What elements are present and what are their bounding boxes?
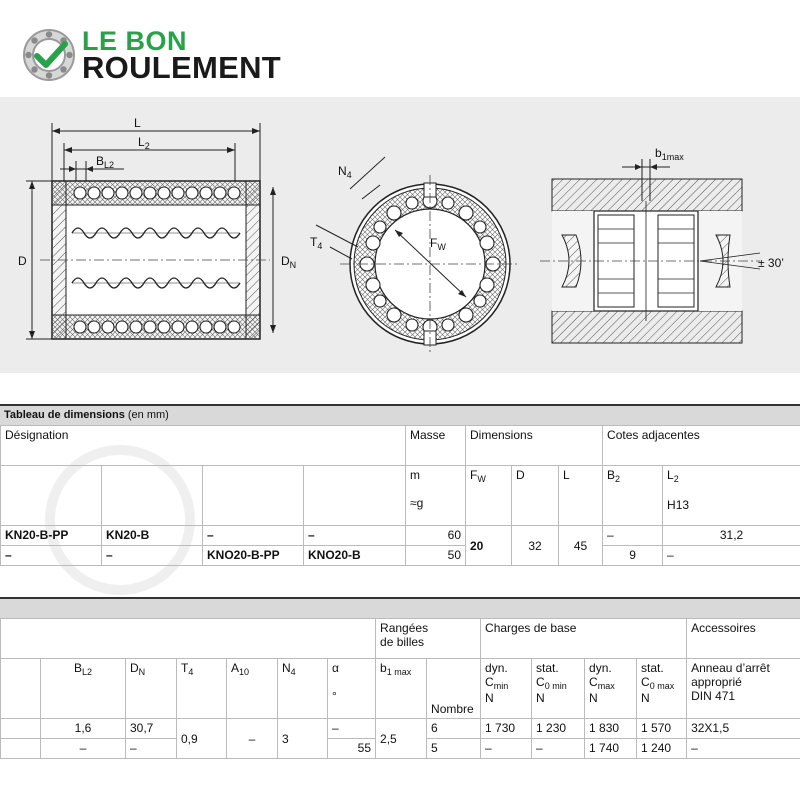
- header-empty: [304, 466, 406, 526]
- cell-masse: 50: [406, 546, 466, 566]
- svg-text:N4: [338, 164, 352, 180]
- header-acc-line1: Anneau d’arrêt: [691, 661, 770, 675]
- cell-designation: –: [1, 546, 102, 566]
- header-c0min: [532, 659, 585, 719]
- header-m: m: [410, 468, 420, 482]
- dim-label-b1max-sub: 1max: [661, 152, 684, 162]
- dim-label-T4: T: [310, 235, 318, 249]
- dimension-table: [0, 425, 800, 566]
- cell-fw: 20: [466, 526, 512, 566]
- header-cmin-main: C: [485, 675, 494, 689]
- cell-l2: 31,2: [663, 526, 800, 546]
- header-deg: °: [332, 689, 337, 703]
- header-fw-main: F: [470, 468, 478, 482]
- cell-alpha: –: [328, 719, 376, 739]
- header-c0max-sub: 0 max: [649, 681, 675, 691]
- dim-label-N4: N: [338, 164, 347, 178]
- logo-text-roulement: ROULEMENT: [82, 50, 282, 85]
- cell-designation: –: [304, 526, 406, 546]
- technical-drawing: [0, 97, 800, 373]
- header-t4-sub: 4: [188, 667, 194, 677]
- header-h13: H13: [667, 498, 690, 512]
- dim-label-L2-sub: 2: [144, 141, 150, 151]
- cell-bl2: 1,6: [41, 719, 126, 739]
- table-title-unit: (en mm): [124, 409, 169, 421]
- cell-accessory: –: [687, 739, 800, 759]
- cell-cmin: 1 730: [481, 719, 532, 739]
- header-alpha-main: α: [332, 661, 339, 675]
- cell-masse: 60: [406, 526, 466, 546]
- header-a10-main: A: [231, 661, 240, 675]
- header-b1: [376, 659, 427, 719]
- cell-empty: [1, 739, 41, 759]
- header-l2: [663, 466, 800, 526]
- header-t4: [177, 659, 227, 719]
- bushing-mounted-view: [540, 146, 784, 343]
- header-l2-main: L: [667, 468, 674, 482]
- header-a10: [227, 659, 278, 719]
- header-mass-unit: [406, 466, 466, 526]
- header-fw-sub: W: [477, 474, 486, 484]
- cell-designation: KN20-B-PP: [1, 526, 102, 546]
- logo-text-le-bon: LE BON: [82, 26, 188, 56]
- dim-label-b1max: b: [655, 146, 662, 160]
- table-row: [1, 719, 800, 739]
- header-rangees: [376, 619, 481, 659]
- dimension-table-title: [0, 404, 800, 425]
- cell-c0min: –: [532, 739, 585, 759]
- dim-label-FW: F: [430, 236, 438, 250]
- header-c0min-main: C: [536, 675, 545, 689]
- header-dyn: dyn.: [589, 661, 612, 675]
- dim-label-L2: L: [138, 135, 145, 149]
- header-cmax-main: C: [589, 675, 598, 689]
- header-d: D: [512, 466, 559, 526]
- dim-label-N4-sub: 4: [346, 170, 352, 180]
- dim-label-BL2: B: [96, 154, 105, 168]
- header-empty: [1, 619, 376, 659]
- header-cmin: [481, 659, 532, 719]
- header-unit-n: N: [485, 691, 494, 705]
- dim-label-DN-sub: N: [289, 260, 297, 270]
- svg-text:b1max: [655, 146, 684, 162]
- cell-d: 32: [512, 526, 559, 566]
- header-rangees-line1: Rangées: [380, 621, 429, 635]
- cell-nombre: 6: [427, 719, 481, 739]
- header-g: ≈g: [410, 496, 424, 510]
- header-b2-sub: 2: [615, 474, 621, 484]
- svg-text:T4: [310, 235, 322, 251]
- logo-bearing-check-icon: [22, 28, 76, 82]
- header-empty: [102, 466, 203, 526]
- header-nombre: Nombre: [427, 659, 481, 719]
- cell-designation: –: [102, 546, 203, 566]
- header-masse: Masse: [406, 426, 466, 466]
- cell-c0max: 1 240: [637, 739, 687, 759]
- technical-drawing-svg: [0, 97, 800, 373]
- header-l: L: [559, 466, 603, 526]
- dim-label-angle: ± 30’: [758, 256, 784, 270]
- cell-c0min: 1 230: [532, 719, 585, 739]
- dim-label-L: L: [134, 116, 141, 130]
- cell-n4: 3: [278, 719, 328, 759]
- cell-cmax: 1 830: [585, 719, 637, 739]
- cell-designation: KNO20-B: [304, 546, 406, 566]
- header-unit-n: N: [641, 691, 650, 705]
- svg-text:L2: [138, 135, 150, 151]
- header-empty: [203, 466, 304, 526]
- table-title-bold: Tableau de dimensions: [4, 409, 125, 421]
- bushing-front-view: [310, 157, 520, 353]
- dim-label-D: D: [18, 254, 27, 268]
- bushing-section-view: [18, 116, 296, 339]
- header-accessoires: Accessoires: [687, 619, 800, 659]
- header-n4: [278, 659, 328, 719]
- cell-empty: [1, 719, 41, 739]
- header-n4-main: N: [282, 661, 291, 675]
- svg-text:BL2: [96, 154, 114, 170]
- header-c0max: [637, 659, 687, 719]
- section-divider-bar: [0, 597, 800, 618]
- header-rangees-line2: de billes: [380, 635, 425, 649]
- cell-designation: KNO20-B-PP: [203, 546, 304, 566]
- dim-label-DN: D: [281, 254, 290, 268]
- header-stat: stat.: [641, 661, 664, 675]
- header-bl2: [41, 659, 126, 719]
- cell-t4: 0,9: [177, 719, 227, 759]
- cell-alpha: 55: [328, 739, 376, 759]
- cell-l2: –: [663, 546, 800, 566]
- header-cotes-adjacentes: Cotes adjacentes: [603, 426, 800, 466]
- cell-a10: –: [227, 719, 278, 759]
- header-acc-line3: DIN 471: [691, 689, 736, 703]
- characteristics-table: [0, 618, 800, 759]
- header-b1-main: b: [380, 661, 387, 675]
- table-row: [1, 526, 800, 546]
- cell-dn: 30,7: [126, 719, 177, 739]
- header-dyn: dyn.: [485, 661, 508, 675]
- cell-b2: –: [603, 526, 663, 546]
- header-stat: stat.: [536, 661, 559, 675]
- header-alpha: [328, 659, 376, 719]
- header-cmax: [585, 659, 637, 719]
- header-c0min-sub: 0 min: [544, 681, 567, 691]
- header-t4-main: T: [181, 661, 189, 675]
- cell-dn: –: [126, 739, 177, 759]
- header-dn-main: D: [130, 661, 139, 675]
- header-designation: Désignation: [1, 426, 406, 466]
- header-dn: [126, 659, 177, 719]
- header-empty: [1, 466, 102, 526]
- cell-cmin: –: [481, 739, 532, 759]
- cell-cmax: 1 740: [585, 739, 637, 759]
- header-dimensions: Dimensions: [466, 426, 603, 466]
- header-acc-line2: approprié: [691, 675, 742, 689]
- cell-designation: –: [203, 526, 304, 546]
- header-a10-sub: 10: [239, 667, 250, 677]
- cell-c0max: 1 570: [637, 719, 687, 739]
- header-dn-sub: N: [138, 667, 146, 677]
- dim-label-BL2-sub: L2: [104, 160, 115, 170]
- header-n4-sub: 4: [290, 667, 296, 677]
- cell-bl2: –: [41, 739, 126, 759]
- header-bl2-main: B: [73, 661, 82, 675]
- cell-l: 45: [559, 526, 603, 566]
- header-cmax-sub: max: [597, 681, 615, 691]
- header-b2-main: B: [607, 468, 616, 482]
- cell-designation: KN20-B: [102, 526, 203, 546]
- header-unit-n: N: [589, 691, 598, 705]
- header-l2-sub: 2: [673, 474, 679, 484]
- cell-b2: 9: [603, 546, 663, 566]
- cell-b1: 2,5: [376, 719, 427, 759]
- svg-text:DN: [281, 254, 296, 270]
- dim-label-FW-sub: W: [437, 242, 446, 252]
- header: [0, 0, 800, 97]
- header-b2: [603, 466, 663, 526]
- header-charges: Charges de base: [481, 619, 687, 659]
- header-bl2-sub: L2: [82, 667, 93, 677]
- header-b1-sub: 1 max: [386, 667, 412, 677]
- dim-label-T4-sub: 4: [317, 241, 323, 251]
- header-c0max-main: C: [641, 675, 650, 689]
- header-unit-n: N: [536, 691, 545, 705]
- header-fw: [466, 466, 512, 526]
- cell-accessory: 32X1,5: [687, 719, 800, 739]
- header-cmin-sub: min: [493, 681, 509, 691]
- header-empty: [1, 659, 41, 719]
- cell-nombre: 5: [427, 739, 481, 759]
- header-accessory-detail: [687, 659, 800, 719]
- table-row: [1, 546, 800, 566]
